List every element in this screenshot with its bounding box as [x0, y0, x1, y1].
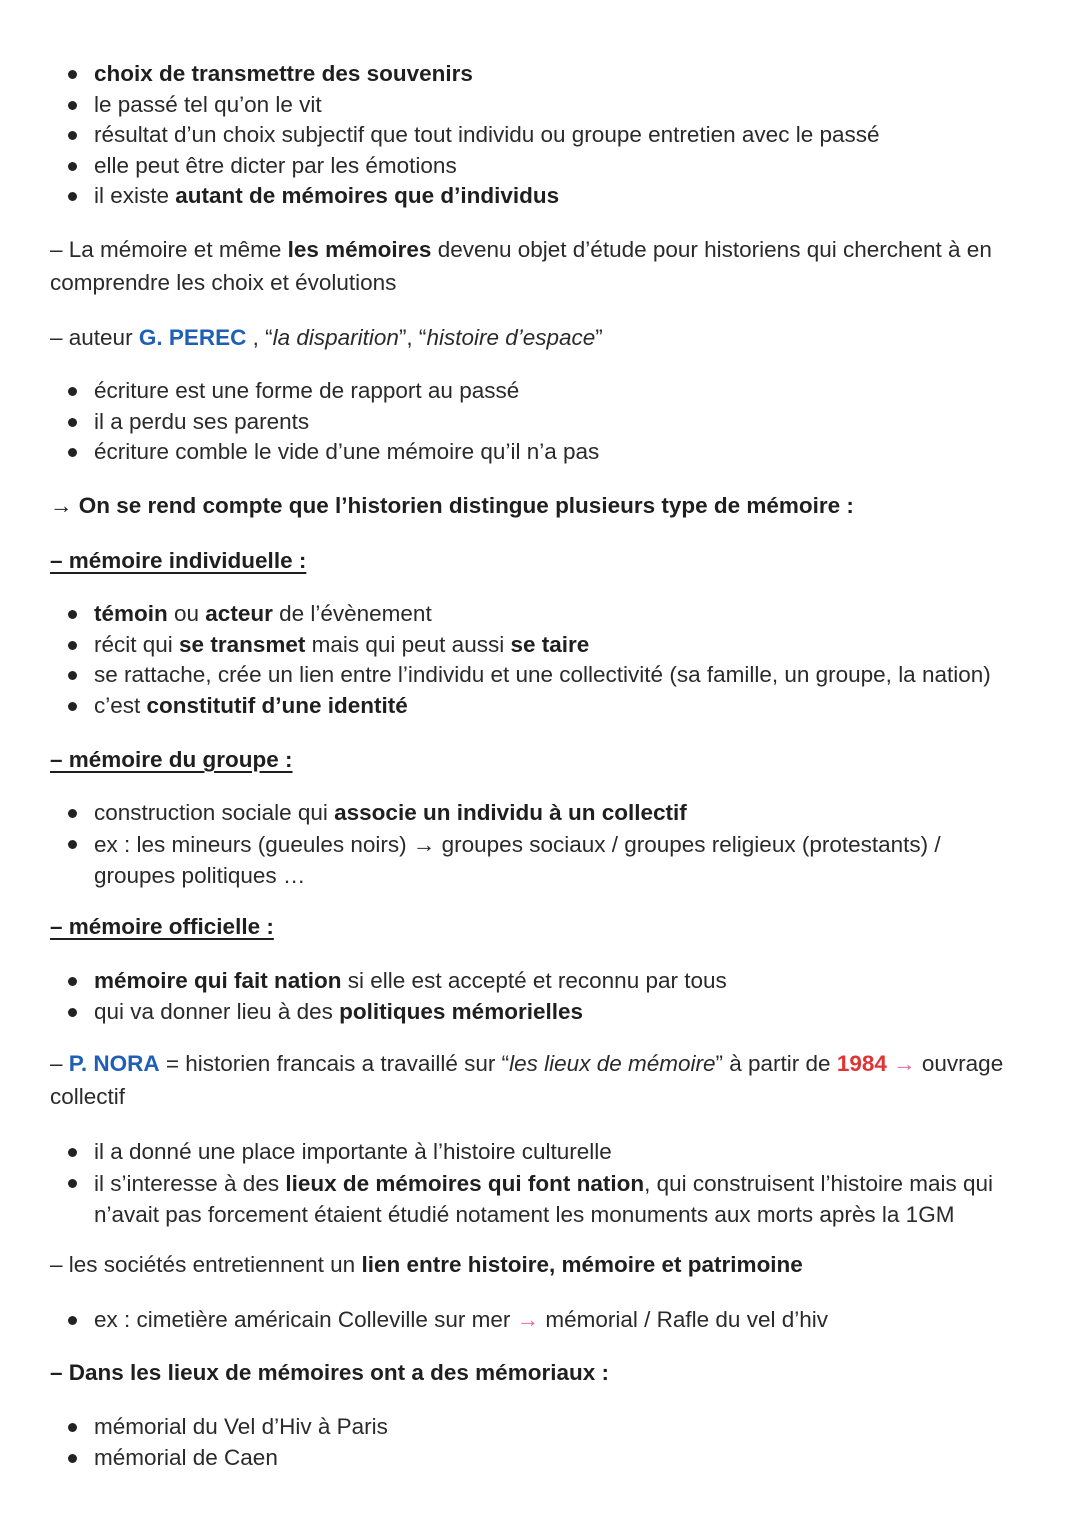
- right-arrow-icon: →: [516, 1307, 540, 1332]
- bullet-list-nora: [50, 1137, 1025, 1230]
- paragraph-memory-types: → On se rend compte que l’historien distingue plusieurs type de mémoire :: [50, 493, 854, 518]
- year-label: 1984: [836, 1051, 887, 1076]
- heading-individual-memory: – mémoire individuelle :: [50, 548, 307, 573]
- list-item: mémorial du Vel d’Hiv à Paris: [50, 1412, 1025, 1443]
- list-item: il a perdu ses parents: [50, 407, 1025, 438]
- list-item: choix de transmettre des souvenirs: [50, 59, 1025, 90]
- list-item: elle peut être dicter par les émotions: [50, 151, 1025, 182]
- list-item: il existe autant de mémoires que d’individus: [50, 181, 1025, 212]
- paragraph-societies: – les sociétés entretiennent un lien entre histoire, mémoire et patrimoine: [50, 1252, 803, 1277]
- list-item: ex : les mineurs (gueules noirs) → groupes sociaux / groupes religieux (protestants) / groupes politiques …: [50, 829, 1025, 891]
- list-item: qui va donner lieu à des politiques mémorielles: [50, 997, 1025, 1028]
- list-item: mémoire qui fait nation si elle est accepté et reconnu par tous: [50, 966, 1025, 997]
- right-arrow-icon: →: [50, 493, 73, 518]
- list-item: mémorial de Caen: [50, 1443, 1025, 1474]
- list-item: se rattache, crée un lien entre l’individu et une collectivité (sa famille, un groupe, la nation): [50, 660, 1025, 691]
- author-name: G. PEREC: [138, 325, 247, 350]
- list-item: témoin ou acteur de l’évènement: [50, 599, 1025, 630]
- bullet-list-memorials: [50, 1412, 1025, 1473]
- list-item: c’est constitutif d’une identité: [50, 691, 1025, 722]
- bullet-list-group-memory: [50, 798, 1025, 891]
- bullet-list-individual-memory: [50, 599, 1025, 721]
- heading-official-memory: – mémoire officielle :: [50, 914, 274, 939]
- list-item: il s’interesse à des lieux de mémoires qui font nation, qui construisent l’histoire mais qui n’avait pas forcement étaient étudié notament les monuments aux morts après la 1GM: [50, 1168, 1025, 1230]
- bullet-list-official-memory: [50, 966, 1025, 1027]
- paragraph-memorials: – Dans les lieux de mémoires ont a des mémoriaux :: [50, 1360, 609, 1385]
- list-item: écriture comble le vide d’une mémoire qu’il n’a pas: [50, 437, 1025, 468]
- list-item: écriture est une forme de rapport au passé: [50, 376, 1025, 407]
- heading-group-memory: – mémoire du groupe :: [50, 747, 293, 772]
- list-item: résultat d’un choix subjectif que tout individu ou groupe entretien avec le passé: [50, 120, 1025, 151]
- paragraph-nora: – P. NORA = historien francais a travaillé sur “les lieux de mémoire” à partir de 1984 → ouvrage collectif: [50, 1051, 1004, 1109]
- right-arrow-icon: →: [886, 1051, 916, 1076]
- paragraph-perec: – auteur G. PEREC , “la disparition”, “histoire d’espace”: [50, 325, 603, 350]
- list-item: le passé tel qu’on le vit: [50, 90, 1025, 121]
- list-item: il a donné une place importante à l’histoire culturelle: [50, 1137, 1025, 1168]
- paragraph-memories-study: – La mémoire et même les mémoires devenu objet d’étude pour historiens qui cherchent à en comprendre les choix et évolutions: [50, 237, 992, 295]
- list-item: ex : cimetière américain Colleville sur mer → mémorial / Rafle du vel d’hiv: [50, 1305, 1025, 1336]
- bullet-list-perec: [50, 376, 1025, 468]
- list-item: récit qui se transmet mais qui peut aussi se taire: [50, 630, 1025, 661]
- bullet-list-memory-traits: [50, 59, 1025, 212]
- bullet-list-example: [50, 1305, 1025, 1336]
- list-item: construction sociale qui associe un individu à un collectif: [50, 798, 1025, 829]
- historian-name: P. NORA: [68, 1051, 160, 1076]
